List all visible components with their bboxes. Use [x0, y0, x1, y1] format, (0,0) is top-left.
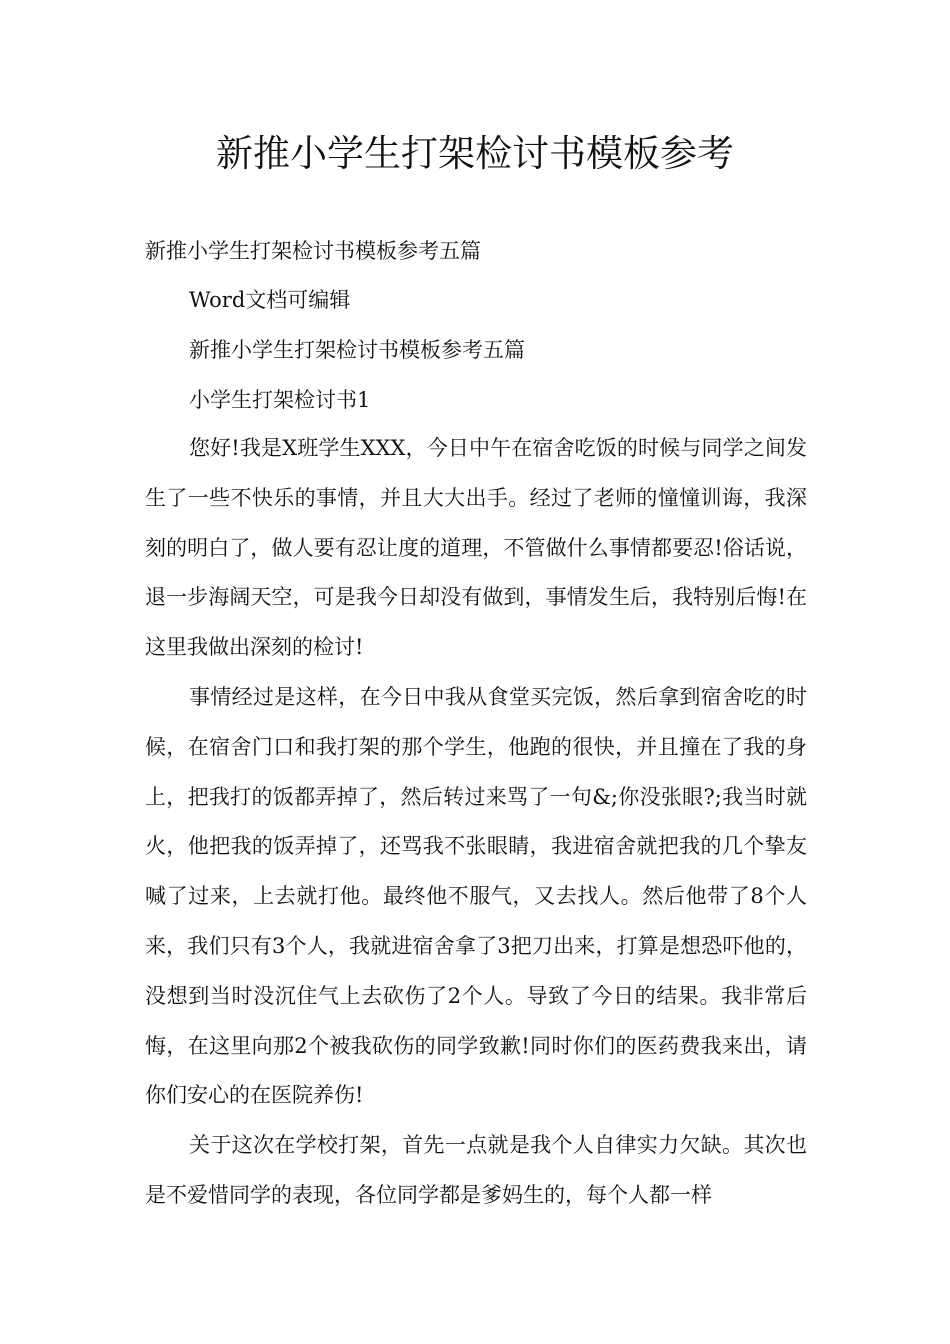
paragraph-1: 您好!我是X班学生XXX，今日中午在宿舍吃饭的时候与同学之间发生了一些不快乐的事情，并且大大出手。经过了老师的憧憧训诲，我深刻的明白了，做人要有忍让度的道理，不管做什么事情都要忍!俗话说，退一步海阔天空，可是我今日却没有做到，事情发生后，我特别后悔!在这里我做出深刻的检讨! — [145, 436, 807, 660]
word-editable-note: Word文档可编辑 — [189, 288, 351, 312]
document-subtitle: 新推小学生打架检讨书模板参考五篇 — [145, 239, 481, 263]
paragraph-3: 关于这次在学校打架，首先一点就是我个人自律实力欠缺。其次也是不爱惜同学的表现，各位同学都是爹妈生的，每个人都一样 — [145, 1133, 807, 1207]
document-title: 新推小学生打架检讨书模板参考 — [216, 132, 734, 175]
section-heading: 小学生打架检讨书1 — [189, 388, 371, 412]
repeated-title: 新推小学生打架检讨书模板参考五篇 — [189, 338, 525, 362]
paragraph-2: 事情经过是这样，在今日中我从食堂买完饭，然后拿到宿舍吃的时候，在宿舍门口和我打架的那个学生，他跑的很快，并且撞在了我的身上，把我打的饭都弄掉了，然后转过来骂了一句&;你没张眼?;我当时就火，他把我的饭弄掉了，还骂我不张眼睛，我进宿舍就把我的几个挚友喊了过来，上去就打他。最终他不服气，又去找人。然后他带了8个人来，我们只有3个人，我就进宿舍拿了3把刀出来，打算是想恐吓他的，没想到当时没沉住气上去砍伤了2个人。导致了今日的结果。我非常后悔，在这里向那2个被我砍伤的同学致歉!同时你们的医药费我来出，请你们安心的在医院养伤! — [145, 685, 807, 1108]
